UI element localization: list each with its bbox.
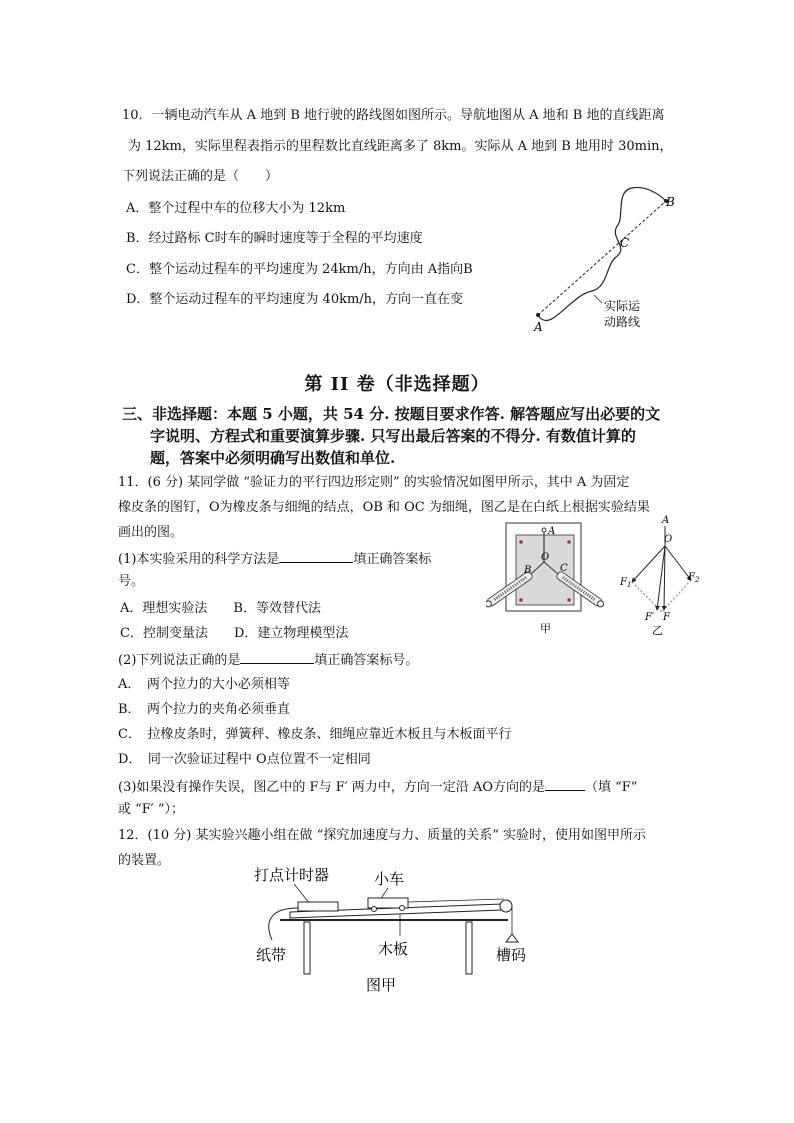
route-note-line1: 实际运 <box>604 299 641 313</box>
yi-label-f: F <box>663 612 670 623</box>
weight <box>506 934 518 942</box>
table-leg-left <box>304 922 310 974</box>
pin-top-left <box>519 540 523 544</box>
timer-block <box>298 902 338 911</box>
q10-stem-line2: 为 12km，实际里程表指示的里程数比直线距离多了 8km。实际从 A 地到 B 地用时 30min， <box>128 139 673 154</box>
q10-stem-line3: 下列说法正确的是（ ） <box>122 169 279 184</box>
q11-part3-blank[interactable] <box>545 777 585 791</box>
table-leg-right <box>466 922 472 974</box>
pin-bottom-right <box>567 598 571 602</box>
label-weight: 槽码 <box>496 946 527 964</box>
q11-part2-option-d: D． 同一次验证过程中 O点位置不一定相同 <box>118 752 371 767</box>
pin-a <box>542 528 546 532</box>
q11-part1-text: (1)本实验采用的科学方法是 <box>118 552 280 567</box>
q12-stem-line2: 的装置。 <box>118 853 171 868</box>
label-a: A <box>534 320 543 334</box>
q11-part2-line <box>118 650 418 670</box>
q11-part1-line2: 号。 <box>118 574 145 589</box>
force-f1 <box>632 546 665 582</box>
q11-part1-blank[interactable] <box>279 549 353 563</box>
section-header-line2: 字说明、方程式和重要演算步骤. 只写出最后答案的不得分. 有数值计算的 <box>150 427 636 445</box>
timer-pointer <box>294 884 310 904</box>
car-wheel-right <box>400 906 405 911</box>
jia-label-o: O <box>541 552 550 563</box>
q11-part2-option-c: C． 拉橡皮条时，弹簧秤、橡皮条、细绳应靠近木板且与木板面平行 <box>118 727 512 742</box>
pin-top-right <box>567 540 571 544</box>
q10-stem-line1: 10．一辆电动汽车从 A 地到 B 地行驶的路线图如图所示。导航地图从 A 地和 B 地的直线距离 <box>122 108 665 123</box>
q11-part2-blank[interactable] <box>240 650 314 664</box>
q10-option-d: D．整个运动过程车的平均速度为 40km/h，方向一直在变 <box>126 292 464 307</box>
label-b: B <box>666 195 675 209</box>
parallelogram-side1 <box>632 582 662 612</box>
label-car: 小车 <box>374 870 405 888</box>
q11-stem-line1: 11．(6 分) 某同学做 “验证力的平行四边形定则” 的实验情况如图甲所示，其中 A 为固定 <box>118 475 630 490</box>
jia-label-b: B <box>524 565 532 576</box>
actual-route-curve <box>538 187 666 320</box>
q11-part1-options-cd: C．控制变量法 D．建立物理模型法 <box>120 626 349 641</box>
q11-part2-tail: 填正确答案标号。 <box>314 653 419 668</box>
string <box>408 899 504 902</box>
q10-route-figure <box>520 185 690 335</box>
yi-label-o: O <box>664 534 673 545</box>
q11-stem-line3: 画出的图。 <box>118 525 184 540</box>
q11-part2-option-a: A． 两个拉力的大小必须相等 <box>118 677 290 692</box>
section-title: 第 II 卷（非选择题） <box>304 374 490 395</box>
pulley <box>500 900 512 912</box>
label-timer: 打点计时器 <box>254 866 330 884</box>
q10-option-c: C．整个运动过程车的平均速度为 24km/h，方向由 A指向B <box>126 262 473 277</box>
q11-part1-line <box>118 549 431 569</box>
yi-label-f1: $F_1$ <box>620 577 632 589</box>
jia-label-a: A <box>548 526 556 537</box>
jia-caption: 甲 <box>540 622 551 635</box>
label-tape: 纸带 <box>256 946 287 964</box>
figure-caption: 图甲 <box>366 976 397 994</box>
yi-label-f2: $F_2$ <box>688 572 700 584</box>
q11-figure-yi <box>612 512 707 642</box>
q11-part2-option-b: B． 两个拉力的夹角必须垂直 <box>118 702 291 717</box>
q11-part3-tail: （填 “F” <box>584 780 638 795</box>
q11-part1-options-ab: A．理想实验法 B．等效替代法 <box>120 601 321 616</box>
jia-label-c: C <box>560 563 568 574</box>
q12-stem-line1: 12．(10 分) 某实验兴趣小组在做 “探究加速度与力、质量的关系” 实验时，使用如图甲所示 <box>118 828 647 843</box>
section-header-line1: 三、非选择题：本题 5 小题，共 54 分. 按题目要求作答. 解答题应写出必要的文 <box>122 405 661 423</box>
route-note-pointer <box>594 295 602 303</box>
q11-stem-line2: 橡皮条的图钉，O为橡皮条与细绳的结点，OB 和 OC 为细绳，图乙是在白纸上根据实验结果 <box>118 500 650 515</box>
point-a <box>536 313 540 317</box>
q11-part2-text: (2)下列说法正确的是 <box>118 653 241 668</box>
yi-label-f-prime: F′ <box>645 612 655 623</box>
q11-figure-jia <box>486 520 611 638</box>
q11-part3-text: (3)如果没有操作失误，图乙中的 F与 F′ 两力中，方向一定沿 AO方向的是 <box>118 780 545 795</box>
label-board: 木板 <box>378 940 409 958</box>
q11-part1-tail: 填正确答案标 <box>353 552 432 567</box>
section-header-line3: 题，答案中必须明确写出数值和单位. <box>150 449 396 467</box>
yi-caption: 乙 <box>652 624 663 637</box>
route-note-line2: 动路线 <box>604 315 641 329</box>
car-wheel-left <box>372 907 377 912</box>
label-c: C <box>620 236 630 250</box>
pin-bottom-left <box>519 598 523 602</box>
straight-line-ab <box>538 201 666 315</box>
q12-apparatus-figure <box>250 862 540 997</box>
q10-option-a: A．整个过程中车的位移大小为 12km <box>126 201 346 216</box>
q10-option-b: B．经过路标 C时车的瞬时速度等于全程的平均速度 <box>126 231 423 246</box>
q11-part3-line <box>118 777 637 797</box>
q11-part3-line2: 或 “F′ ”）； <box>118 802 185 817</box>
parallelogram-side2 <box>662 580 691 612</box>
yi-label-a: A <box>662 515 670 526</box>
